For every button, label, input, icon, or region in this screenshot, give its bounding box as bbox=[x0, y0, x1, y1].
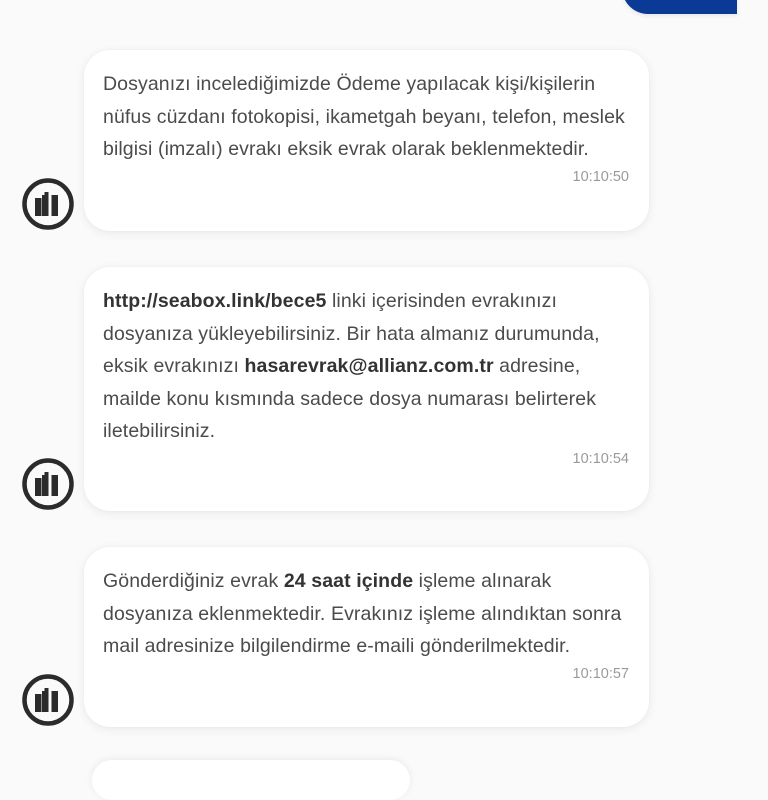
message-text-segment: Dosyanızı incelediğimizde Ödeme yapılacak kişi/kişilerin nüfus cüzdanı fotokopisi, ikametgah beyanı, telefon, meslek bilgisi (imzalı) evrakı eksik evrak olarak beklenmektedir. bbox=[103, 73, 625, 160]
bot-message-bubble-partial bbox=[92, 760, 410, 800]
message-timestamp: 10:10:50 bbox=[572, 168, 629, 185]
bot-message-bubble bbox=[84, 50, 649, 231]
message-text-bold: 24 saat içinde bbox=[283, 570, 414, 592]
message-text-segment: adresine, mailde konu kısmında sadece dosya numarası belirterek iletebilirsiniz. bbox=[103, 355, 597, 442]
message-text-segment: işleme alınarak dosyanıza eklenmektedir. Evrakınız işleme alındıktan sonra mail adresinize bilgilendirme e-maili gönderilmektedir. bbox=[103, 570, 622, 657]
allianz-logo-icon bbox=[21, 457, 75, 511]
message-text-segment: linki içerisinden evrakınızı dosyanıza yükleyebilirsiniz. Bir hata almanız durumunda, eksik evrakınızı bbox=[103, 290, 600, 377]
bot-message-bubble bbox=[84, 547, 649, 727]
user-message-bubble-partial bbox=[622, 0, 737, 14]
upload-link[interactable]: http://seabox.link/bece5 bbox=[103, 290, 327, 312]
allianz-logo-icon bbox=[21, 177, 75, 231]
message-text bbox=[103, 565, 629, 663]
bot-message-bubble bbox=[84, 267, 649, 511]
email-link[interactable]: hasarevrak@allianz.com.tr bbox=[244, 355, 494, 377]
message-timestamp: 10:10:57 bbox=[572, 665, 629, 682]
message-timestamp: 10:10:54 bbox=[572, 450, 629, 467]
message-text-segment: Gönderdiğiniz evrak bbox=[103, 570, 284, 592]
allianz-logo-icon bbox=[21, 673, 75, 727]
message-text bbox=[103, 285, 629, 448]
message-text bbox=[103, 68, 629, 166]
